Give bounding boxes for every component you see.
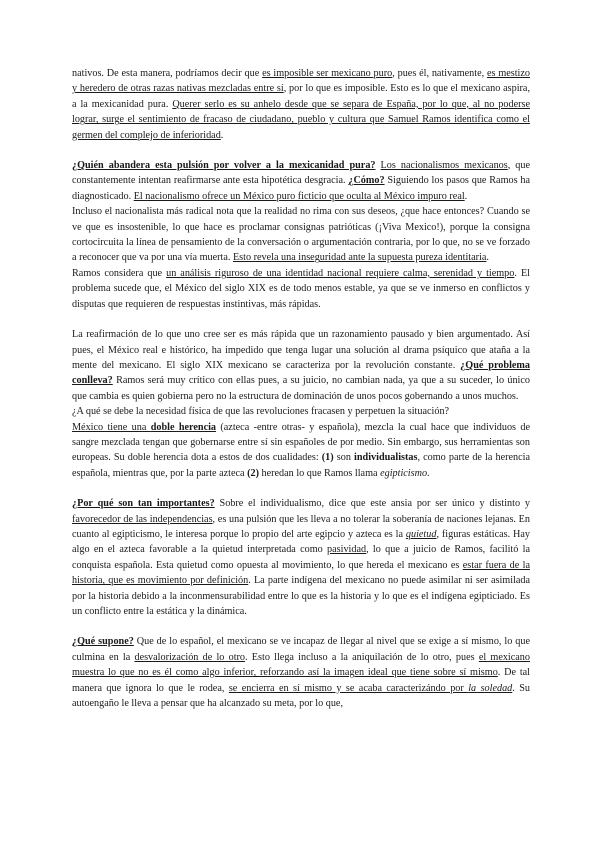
text-run: quietud [405, 528, 437, 540]
text-run: egipticismo [380, 467, 428, 479]
text-run: . [486, 252, 489, 264]
text-run: Los nacionalismos mexicanos [380, 160, 508, 172]
paragraph-4 [72, 266, 530, 312]
text-run: Querer serlo es su anhelo desde que se separa de España, por lo que, al no poderse lograr, surge el sentimiento de fracaso de ciudadano, pueblo y cultura que Samuel Ramos identifica como el germen del complejo de inferioridad [72, 98, 530, 141]
text-run: (azteca -entre otras- y española), mezcla la cual hace que individuos de sangre mezclada tengan que gobernarse entre sí sin españoles de por medio. Sin embargo, sus herramientas son europeas. Su doble herencia dota a estos de dos cualidades: [72, 421, 530, 464]
text-run: Ramos será muy crítico con ellas pues, a su juicio, no cambian nada, ya que a su suceder, lo único que cambia es quien gobierna pero no la estructura de dominación de unos pocos gobernando a unos muchos. [72, 375, 530, 402]
text-run: . [220, 129, 224, 141]
text-run: . Esto llega incluso a la aniquilación de lo otro, pues [245, 651, 479, 663]
text-run: desvalorización de lo otro [134, 651, 246, 663]
text-run: estar fuera de la historia, que es movimiento por definición [72, 559, 531, 587]
paragraph-9 [72, 634, 530, 711]
text-run: nativos. De esta manera, podríamos decir que [72, 68, 263, 79]
text-run: Ramos considera que [72, 267, 167, 279]
text-run: (2) [247, 467, 259, 479]
text-run: . El problema sucede que, el México del siglo XIX es de todo menos estable, ya que se ve inmerso en conflictos y disputas que requieren de respuestas instintivas, más rápidas. [72, 267, 530, 310]
document-page [72, 66, 530, 711]
text-run: ¿Qué problema conlleva? [72, 359, 530, 387]
text-run: heredan lo que Ramos llama [258, 467, 381, 479]
paragraph-6 [72, 404, 530, 419]
text-run: favorecedor de las independencias [72, 513, 213, 525]
text-run: Incluso el nacionalista más radical nota que la realidad no rima con sus deseos, ¿que hace entonces? Cuando se ve que es insostenible, lo que hace es proclamar consignas patrióticas (¡Viva Mexico!), porque la consigna cortocircuita la línea de pensamiento de la conversación o argumentación contraria, por lo que, no se ve forzado a reconocer que va por una vía muerta. [72, 206, 530, 264]
text-run: México tiene una [72, 421, 151, 433]
text-run: Esto revela una inseguridad ante la supuesta pureza identitaria [232, 252, 487, 264]
paragraph-8 [72, 496, 530, 619]
paragraph-1 [72, 66, 530, 143]
text-run: ¿Quién abandera esta pulsión por volver a la mexicanidad pura? [72, 160, 376, 172]
text-run: . Su autoengaño le lleva a pensar que ha alcanzado su meta, por lo que, [72, 682, 530, 710]
paragraph-7 [72, 420, 530, 482]
text-run: pasividad [327, 544, 367, 556]
paragraph-5 [72, 327, 530, 404]
text-run: el mexicano muestra lo que no es él como algo inferior, reforzando así la imagen ideal que tiene sobre sí mismo [72, 651, 530, 679]
text-run: . [464, 190, 468, 202]
text-run: ¿Por qué son tan importantes? [72, 498, 215, 510]
text-run: individualistas [354, 452, 418, 464]
text-run: La reafirmación de lo que uno cree ser es más rápida que un razonamiento pausado y bien argumentado. Así pues, el México real e histórico, ha impedido que tenga lugar una solución al drama psíquico que ataña a la mente del mexicano. El siglo XIX mexicano se caracteriza por la revolución constante. [72, 329, 530, 371]
text-run: (1) [321, 452, 334, 464]
text-run: , figuras estáticas. Hay algo en el azteca favorable a la quietud interpretada como [72, 528, 530, 556]
text-run: un análisis riguroso de una identidad nacional requiere calma, serenidad y tiempo [166, 267, 515, 279]
text-run: es imposible ser mexicano puro [262, 68, 393, 79]
text-run: , por lo que es imposible. Esto es lo que el mexicano aspira, a la mexicanidad pura. [72, 83, 530, 110]
paragraph-3 [72, 204, 530, 266]
text-run: , es una pulsión que les lleva a no tolerar la soberanía de naciones lejanas. En cuanto al egipticismo, le interesa porque lo propio del arte egipcio y azteca es la [72, 513, 530, 540]
text-run: . La parte indígena del mexicano no puede asimilar ni ser asimilada por la historia debido a la inconmensurabilidad entre lo que es la historia y lo que es el indígena egipticiado. Es un conflicto entre la estática y la dinámica. [72, 575, 531, 617]
text-run: Sobre el individualismo, dice que este ansia por ser único y distinto y [214, 498, 531, 510]
text-run: ¿Cómo? [348, 175, 385, 187]
text-run: , lo que a juicio de Ramos, facilitó la conquista española. Esta quietud como opuesta al movimiento, lo que hereda el mexicano es [72, 544, 530, 571]
text-run: ¿Qué supone? [72, 636, 134, 648]
text-run: doble herencia [150, 421, 217, 433]
paragraph-2 [72, 158, 530, 204]
text-run: . De tal manera que ignora lo que le rodea, [72, 667, 530, 694]
text-run: ¿A qué se debe la necesidad física de que las revoluciones fracasen y perpetuen la situación? [72, 406, 450, 418]
text-run: se encierra en sí mismo y se acaba caracterizándo por [228, 682, 469, 694]
text-run: El nacionalismo ofrece un México puro ficticio que oculta al México impuro real [133, 190, 465, 202]
text-run: Que de lo español, el mexicano se ve incapaz de llegar al nivel que se exige a sí mismo, lo que culmina en la [72, 636, 530, 663]
text-run: la soledad [468, 682, 513, 694]
text-run: . [427, 467, 430, 479]
text-run: Siguiendo los pasos que Ramos ha diagnosticado. [72, 175, 530, 202]
text-run: es mestizo y heredero de otras razas nativas mezcladas entre sí [72, 68, 531, 95]
text-run: , pues él, nativamente, [392, 68, 487, 79]
text-run: son [333, 452, 355, 464]
text-run: , que constantemente intentan reafirmarse ante esta hipotética desgracia. [72, 160, 531, 187]
text-run: , como parte de la herencia española, mientras que, por la parte azteca [72, 452, 531, 479]
